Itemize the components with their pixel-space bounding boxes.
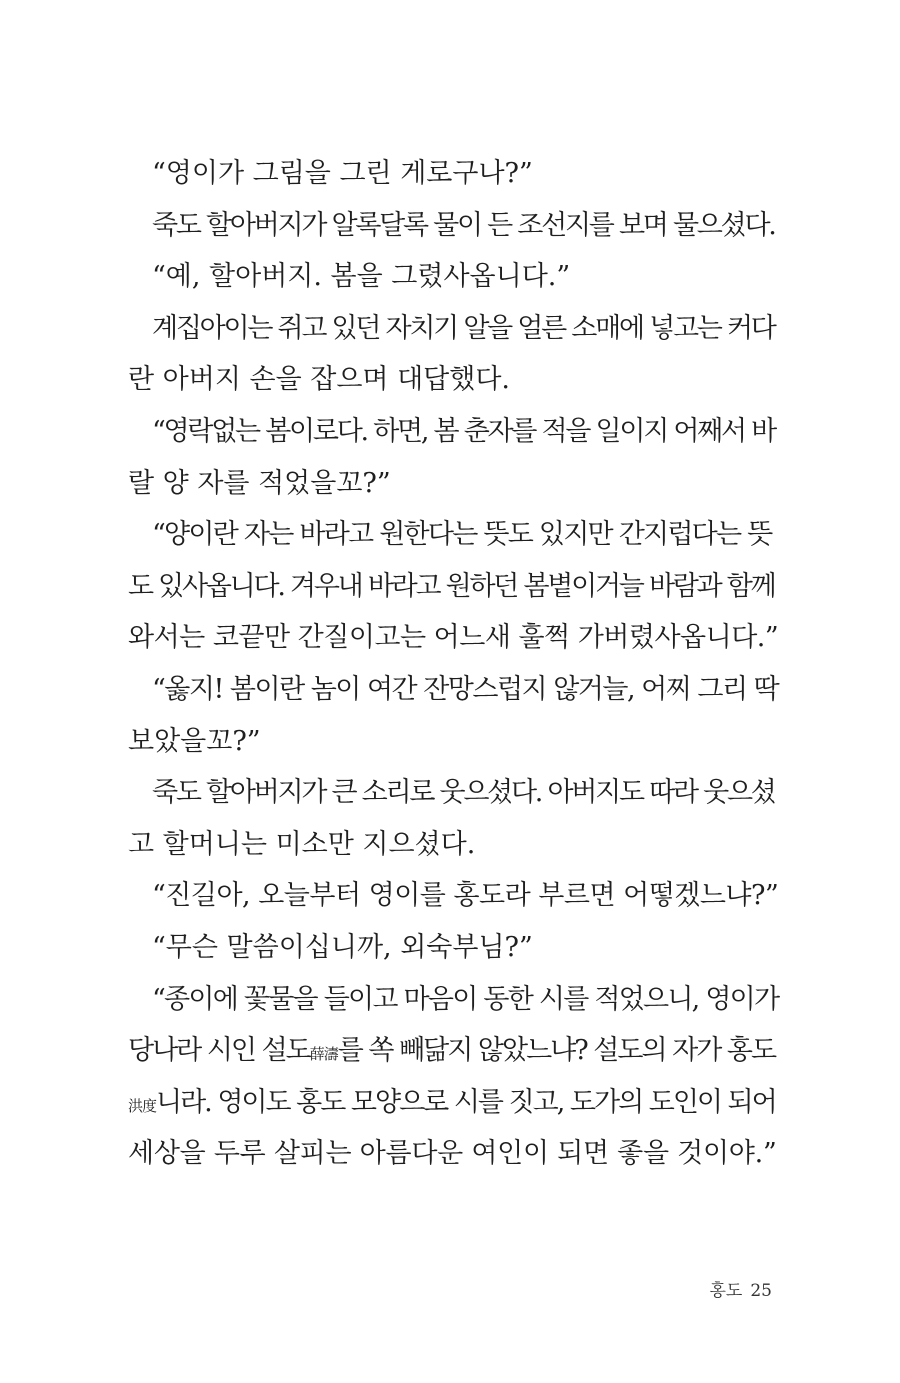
text-line: “영이가 그림을 그린 게로구나?” — [152, 158, 533, 189]
text-line: “진길아, 오늘부터 영이를 홍도라 부르면 어떻겠느냐?” — [152, 880, 779, 912]
page-number: 25 — [750, 1281, 772, 1301]
hanja-annotation: 洪度 — [128, 1096, 157, 1115]
text-line: 계집아이는 쥐고 있던 자치기 알을 얼른 소매에 넣고는 커다 — [152, 312, 775, 344]
body-text — [128, 148, 778, 1180]
page-footer — [710, 1276, 773, 1301]
text-line: 란 아버지 손을 잡으며 대답했다. — [128, 364, 510, 396]
text-line: “종이에 꽃물을 들이고 마음이 동한 시를 적었으니, 영이가 — [152, 983, 779, 1015]
text-segment: 당나라 시인 설도 — [128, 1035, 310, 1067]
text-line: 세상을 두루 살피는 아름다운 여인이 되면 좋을 것이야.” — [128, 1138, 777, 1170]
text-line: “옳지! 봄이란 놈이 여간 잔망스럽지 않거늘, 어찌 그리 딱 — [152, 673, 779, 705]
running-title: 홍도 — [709, 1281, 743, 1301]
text-line: “무슨 말씀이십니까, 외숙부님?” — [152, 931, 533, 963]
text-line: 도 있사옵니다. 겨우내 바라고 원하던 봄볕이거늘 바람과 함께 — [128, 570, 775, 602]
text-line: 보았을꼬?” — [128, 725, 261, 757]
text-segment: 를 쏙 빼닮지 않았느냐? 설도의 자가 홍도 — [337, 1035, 776, 1067]
text-segment: 니라. 영이도 홍도 모양으로 시를 짓고, 도가의 도인이 되어 — [156, 1086, 776, 1118]
text-line: “양이란 자는 바라고 원한다는 뜻도 있지만 간지럽다는 뜻 — [152, 519, 772, 551]
text-line — [128, 1077, 778, 1129]
text-line: 와서는 코끝만 간질이고는 어느새 훌쩍 가버렸사옵니다.” — [128, 622, 779, 654]
text-line: 죽도 할아버지가 알록달록 물이 든 조선지를 보며 물으셨다. — [152, 209, 775, 241]
text-line: 죽도 할아버지가 큰 소리로 웃으셨다. 아버지도 따라 웃으셨 — [152, 777, 775, 809]
text-line — [128, 1025, 778, 1077]
text-line: 고 할머니는 미소만 지으셨다. — [128, 828, 476, 860]
text-line: “영락없는 봄이로다. 하면, 봄 춘자를 적을 일이지 어째서 바 — [152, 415, 776, 447]
text-line: 랄 양 자를 적었을꼬?” — [128, 467, 391, 499]
hanja-annotation: 薛濤 — [309, 1045, 338, 1064]
text-line: “예, 할아버지. 봄을 그렸사옵니다.” — [152, 261, 571, 293]
